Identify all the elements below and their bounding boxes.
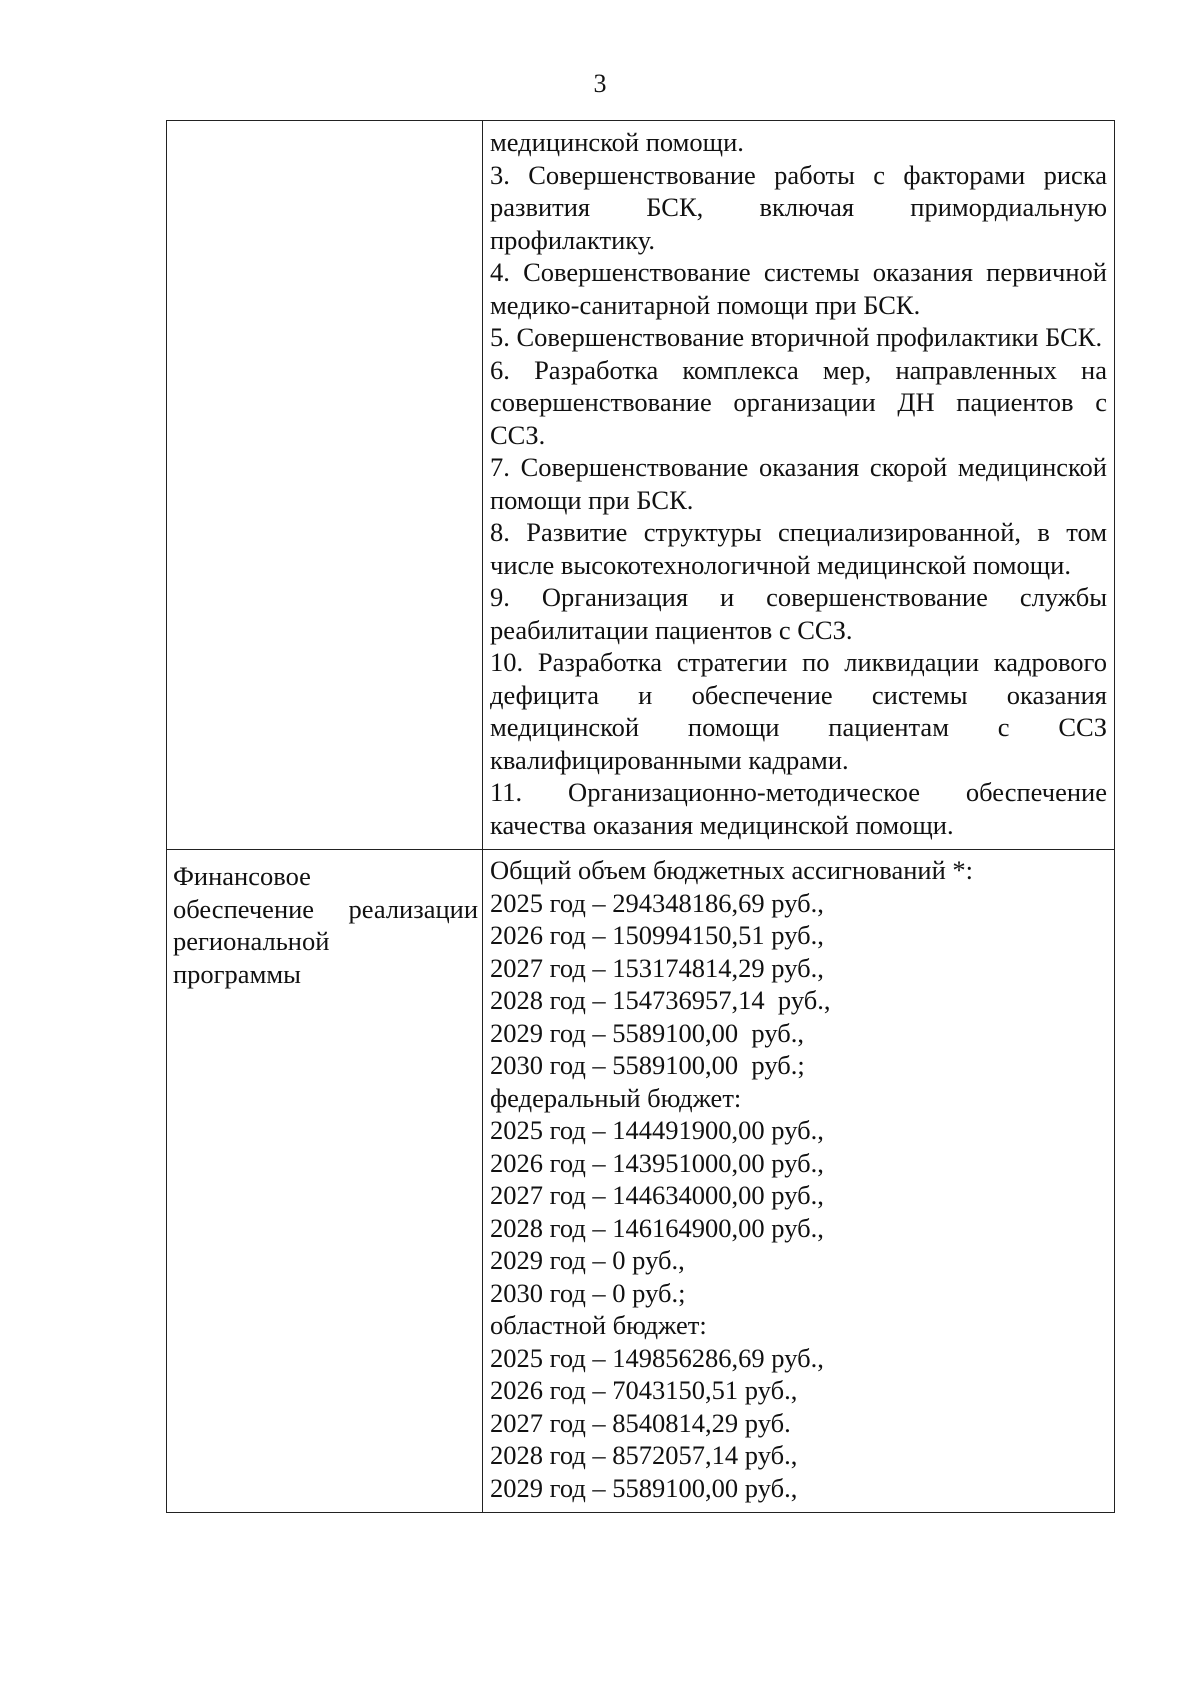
financing-label-cell [167,850,483,1513]
tasks-label-cell [167,121,483,850]
financing-content-cell [483,850,1115,1513]
financing-line: 2028 год – 8572057,14 руб., [490,1440,798,1470]
table-row-financing [167,850,1115,1513]
regional-budget-heading: областной бюджет: [490,1310,707,1340]
financing-label-line: обеспечение реализации [173,893,478,924]
financing-line: 2029 год – 5589100,00 руб., [490,1472,798,1503]
financing-line: 2026 год – 7043150,51 руб., [490,1375,798,1405]
federal-budget-heading: федеральный бюджет: [490,1082,742,1113]
financing-line: 2030 год – 5589100,00 руб.; [490,1050,805,1080]
financing-label-line: программы [173,958,301,989]
financing-line: 2027 год – 8540814,29 руб. [490,1407,791,1438]
table-row-tasks [167,121,1115,850]
financing-line: 2025 год – 294348186,69 руб., [490,887,824,918]
financing-line: 2030 год – 0 руб.; [490,1277,686,1308]
financing-line: 2026 год – 150994150,51 руб., [490,920,824,950]
task-paragraph: 11. Организационно-методическое обеспечение качества оказания медицинской помощи. [490,777,1107,840]
financing-line: 2027 год – 144634000,00 руб., [490,1180,824,1210]
financing-line: 2028 год – 146164900,00 руб., [490,1212,824,1243]
financing-line: 2025 год – 144491900,00 руб., [490,1115,824,1145]
financing-line: 2026 год – 143951000,00 руб., [490,1147,824,1178]
financing-total-heading: Общий объем бюджетных ассигнований *: [490,855,974,885]
financing-label-line: Финансовое [173,861,311,891]
program-passport-table [166,120,1115,1513]
task-paragraph: 6. Разработка комплекса мер, направленных на совершенствование организации ДН пациентов с ССЗ. [490,354,1107,450]
tasks-content-cell [483,121,1115,850]
task-paragraph: 9. Организация и совершенствование службы реабилитации пациентов с ССЗ. [490,582,1107,645]
page-number: 3 [593,69,607,98]
financing-label-line: региональной [173,926,330,956]
task-paragraph: медицинской помощи. [490,127,744,157]
financing-line: 2029 год – 5589100,00 руб., [490,1017,804,1048]
task-paragraph: 10. Разработка стратегии по ликвидации кадрового дефицита и обеспечение системы оказания медицинской помощи пациентам с ССЗ квалифицированными кадрами. [490,647,1107,775]
financing-line: 2025 год – 149856286,69 руб., [490,1342,824,1373]
financing-line: 2028 год – 154736957,14 руб., [490,985,831,1015]
task-paragraph: 5. Совершенствование вторичной профилактики БСК. [490,322,1103,352]
task-paragraph: 7. Совершенствование оказания скорой медицинской помощи при БСК. [490,452,1107,515]
task-paragraph: 4. Совершенствование системы оказания первичной медико-санитарной помощи при БСК. [490,257,1107,320]
task-paragraph: 8. Развитие структуры специализированной, в том числе высокотехнологичной медицинской помощи. [490,517,1107,580]
task-paragraph: 3. Совершенствование работы с факторами риска развития БСК, включая примордиальную профилактику. [490,159,1107,255]
financing-line: 2027 год – 153174814,29 руб., [490,952,824,983]
financing-line: 2029 год – 0 руб., [490,1245,685,1275]
